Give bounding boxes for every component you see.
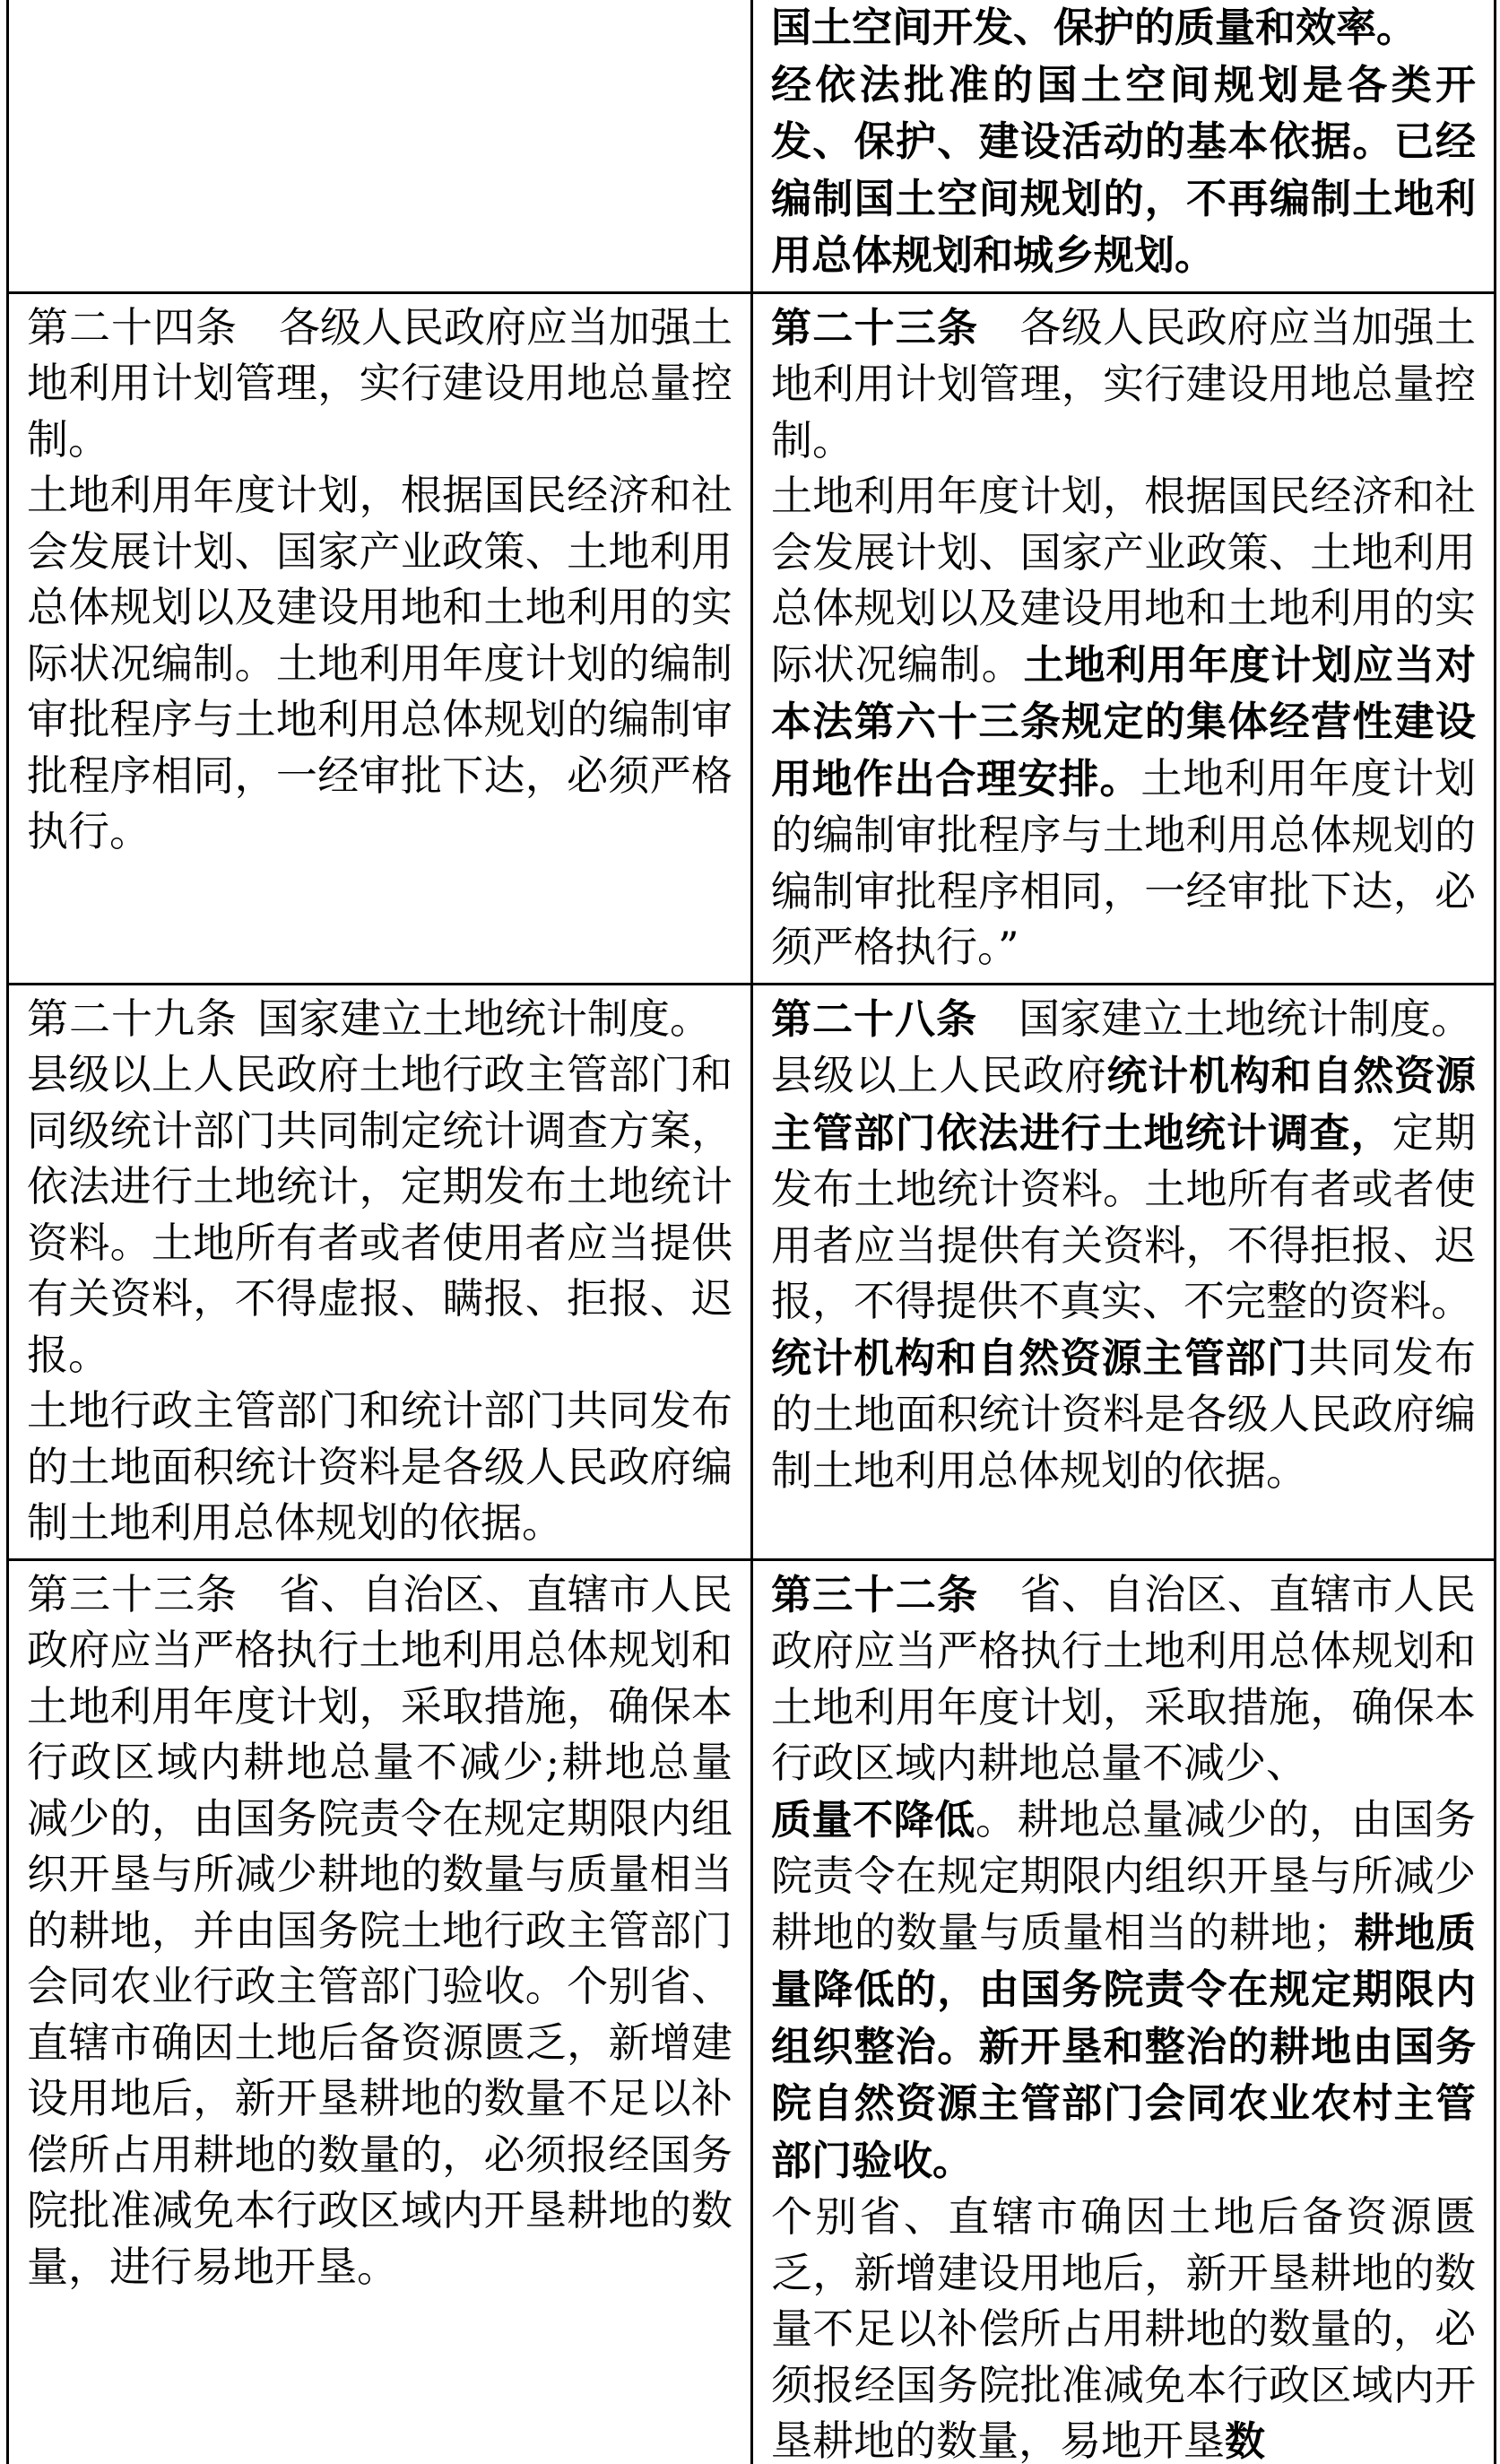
text-segment: 土地利用年度计划，根据国民经济和社会发展计划、国家产业政策、土地利用总体规划以及建设用地和土地利用的实际状况编制。土地利用年度计划的编制审批程序与土地利用总体规划的编制审批程序相同，一经审批下达，必须严格执行。 bbox=[27, 471, 733, 855]
article-number: 第三十二条 bbox=[771, 1570, 979, 1618]
table-row bbox=[8, 0, 1496, 292]
article-number: 第二十九条 bbox=[27, 993, 238, 1043]
article-paragraph bbox=[771, 1566, 1476, 1792]
amended-text: 统计机构和自然资源主管部门依法进行土地统计调查， bbox=[771, 1052, 1476, 1157]
amended-text: 统计机构和自然资源主管部门 bbox=[771, 1333, 1308, 1382]
article-number: 第二十三条 bbox=[771, 303, 979, 351]
paragraph bbox=[27, 1383, 733, 1551]
paragraph bbox=[27, 467, 733, 860]
table-row bbox=[8, 1559, 1496, 2464]
text-segment: 土地利用年度计划，根据国民经济和社会发展计划、国家产业政策、土地利用总体规划以及建设用地和土地利用的实际状况编制。 bbox=[771, 472, 1476, 689]
text-segment: 定期发布土地统计资料。土地所有者或者使用者应当提供有关资料，不得拒报、迟报，不得提供不真实、不完整的资料。 bbox=[771, 1107, 1476, 1325]
article-number: 第二十八条 bbox=[771, 994, 978, 1043]
new-text-cell bbox=[752, 1559, 1496, 2464]
article-number: 第二十四条 bbox=[27, 302, 238, 351]
article-paragraph bbox=[27, 1566, 733, 2295]
article-text: 各级人民政府应当加强土地利用计划管理，实行建设用地总量控制。 bbox=[27, 302, 733, 464]
amended-text: 耕地质量降低的，由国务院责令在规定期限内组织整治。新开垦和整治的耕地由国务院自然资源主管部门会同农业农村主管部门验收。 bbox=[771, 1908, 1476, 2184]
article-paragraph bbox=[27, 299, 733, 468]
article-text: 国家建立土地统计制度。 bbox=[257, 993, 711, 1043]
paragraph bbox=[771, 1047, 1476, 1330]
text-segment: 土地利用年度计划的编制审批程序与土地利用总体规划的编制审批程序相同，一经审批下达，必须严格执行。” bbox=[771, 753, 1476, 971]
article-text: 各级人民政府应当加强土地利用计划管理，实行建设用地总量控制。 bbox=[771, 302, 1476, 464]
paragraph bbox=[771, 56, 1476, 284]
article-text: 省、自治区、直辖市人民政府应当严格执行土地利用总体规划和土地利用年度计划，采取措施，确保本行政区域内耕地总量不减少;耕地总量减少的，由国务院责令在规定期限内组织开垦与所减少耕地的数量与质量相当的耕地，并由国务院土地行政主管部门会同农业行政主管部门验收。个别省、直辖市确因土地后备资源匮乏，新增建设用地后，新开垦耕地的数量不足以补偿所占用耕地的数量的，必须报经国务院批准减免本行政区域内开垦耕地的数量，进行易地开垦。 bbox=[27, 1569, 733, 2291]
table-row bbox=[8, 984, 1496, 1559]
table-row bbox=[8, 292, 1496, 984]
new-text-cell bbox=[752, 0, 1496, 292]
amended-text: 质量不降低 bbox=[771, 1795, 975, 1844]
old-text-cell bbox=[8, 1559, 752, 2464]
old-text-cell bbox=[8, 292, 752, 984]
old-text-cell bbox=[8, 984, 752, 1559]
article-paragraph bbox=[771, 991, 1476, 1048]
paragraph bbox=[771, 1330, 1476, 1499]
paragraph bbox=[771, 468, 1476, 976]
comparison-table bbox=[6, 0, 1496, 2464]
article-number: 第三十三条 bbox=[27, 1569, 238, 1618]
text-segment: 县级以上人民政府 bbox=[771, 1051, 1107, 1099]
text-segment: 。耕地总量减少的，由国务院责令在规定期限内组织开垦与所减少耕地的数量与质量相当的耕地； bbox=[771, 1794, 1476, 1956]
new-text-cell bbox=[752, 292, 1496, 984]
amended-text: 经依法批准的国土空间规划是各类开发、保护、建设活动的基本依据。已经编制国土空间规划的，不再编制土地利用总体规划和城乡规划。 bbox=[771, 60, 1476, 279]
text-segment: 个别省、直辖市确因土地后备资源匮乏，新增建设用地后，新开垦耕地的数量不足以补偿所占用耕地的数量的，必须报经国务院批准减免本行政区域内开垦耕地的数量，易地开垦 bbox=[771, 2192, 1476, 2464]
old-text-cell bbox=[8, 0, 752, 292]
new-text-cell bbox=[752, 984, 1496, 1559]
article-paragraph bbox=[27, 991, 733, 1047]
paragraph bbox=[771, 2189, 1476, 2464]
article-text: 省、自治区、直辖市人民政府应当严格执行土地利用总体规划和土地利用年度计划，采取措施，确保本行政区域内耕地总量不减少、 bbox=[771, 1569, 1476, 1787]
paragraph bbox=[771, 1792, 1476, 2190]
amended-text: 国土空间开发、保护的质量和效率。 bbox=[771, 4, 1418, 51]
article-text: 国家建立土地统计制度。 bbox=[1019, 993, 1473, 1043]
paragraph bbox=[771, 0, 1476, 56]
text-segment: 土地行政主管部门和统计部门共同发布的土地面积统计资料是各级人民政府编制土地利用总体规划的依据。 bbox=[27, 1386, 733, 1547]
amended-text: 数 bbox=[1225, 2417, 1266, 2464]
article-paragraph bbox=[771, 299, 1476, 469]
text-segment: 共同发布的土地面积统计资料是各级人民政府编制土地利用总体规划的依据。 bbox=[771, 1332, 1476, 1495]
paragraph bbox=[27, 1046, 733, 1383]
text-segment: 县级以上人民政府土地行政主管部门和同级统计部门共同制定统计调查方案，依法进行土地统计，定期发布土地统计资料。土地所有者或者使用者应当提供有关资料，不得虚报、瞒报、拒报、迟报。 bbox=[27, 1050, 733, 1379]
amended-text: 土地利用年度计划应当对本法第六十三条规定的集体经营性建设用地作出合理安排。 bbox=[771, 640, 1476, 803]
